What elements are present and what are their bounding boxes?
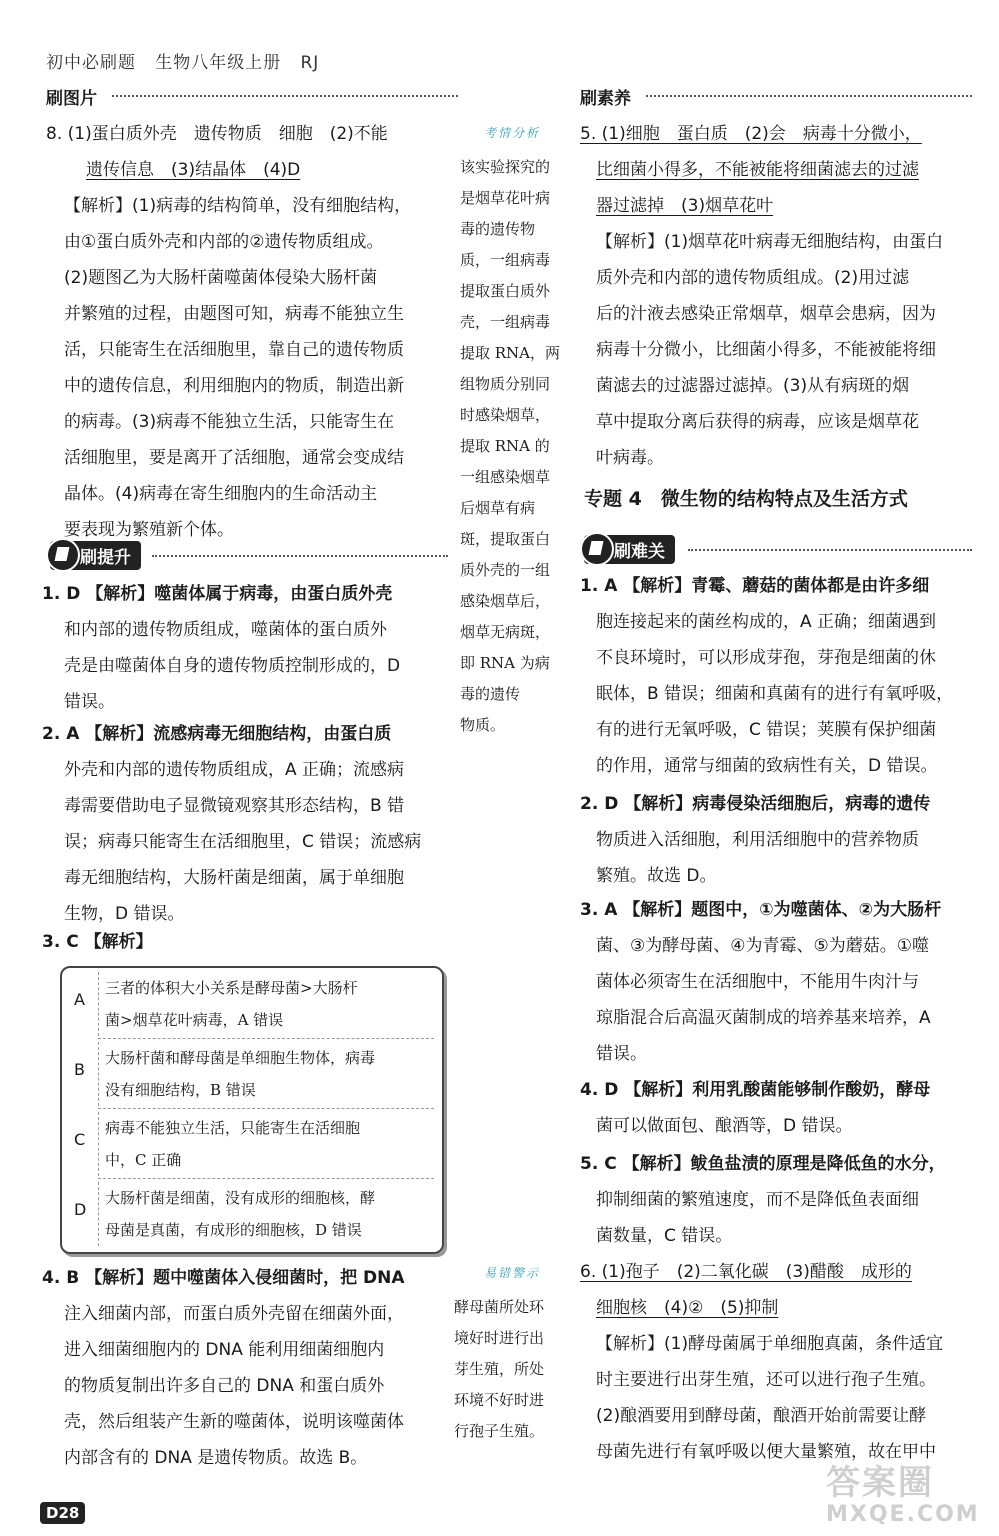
text-line: 注入细菌内部，而蛋白质外壳留在细菌外面，	[64, 1304, 404, 1324]
side-note-line: 质外壳的一组	[460, 561, 551, 579]
text-line: 由①蛋白质外壳和内部的②遗传物质组成。	[64, 232, 384, 252]
watermark-url: MXQE.COM	[826, 1502, 980, 1527]
text-line: 时主要进行出芽生殖，还可以进行孢子生殖。	[596, 1370, 936, 1390]
section-badge-label: 刷提升	[80, 548, 131, 568]
q8-explanation	[42, 188, 450, 548]
text-line: 繁殖。故选 D。	[596, 866, 717, 886]
text-line: 和内部的遗传物质组成，噬菌体的蛋白质外	[64, 620, 387, 640]
right-q6	[580, 1254, 972, 1470]
side-note-line: 行孢子生殖。	[454, 1422, 545, 1440]
side-note-line: 是烟草花叶病	[460, 189, 551, 207]
text-line: 3. A 【解析】题图中，①为噬菌体、②为大肠杆	[580, 900, 942, 920]
right-q5	[580, 116, 972, 476]
text-line: 晶体。(4)病毒在寄生细胞内的生命活动主	[64, 484, 378, 504]
text-line: 1. D 【解析】噬菌体属于病毒，由蛋白质外壳	[42, 584, 393, 604]
text-line: 毒无细胞结构，大肠杆菌是细菌，属于单细胞	[64, 868, 404, 888]
text-line: 生物，D 错误。	[64, 904, 185, 924]
text-line: 错误。	[596, 1044, 647, 1064]
text-line: 内部含有的 DNA 是遗传物质。故选 B。	[64, 1448, 368, 1468]
text-line: 并繁殖的过程，由题图可知，病毒不能独立生	[64, 304, 404, 324]
right-q5b	[580, 1146, 972, 1254]
side-note-line: 提取 RNA，两	[460, 344, 561, 362]
text-line: 眠体，B 错误；细菌和真菌有的进行有氧呼吸，	[596, 684, 954, 704]
section-badge-label: 刷难关	[614, 542, 665, 562]
table-cell-text: 母菌是真菌，有成形的细胞核，D 错误	[105, 1221, 362, 1239]
side-note-line: 毒的遗传	[460, 685, 521, 703]
text-line: 5. C 【解析】鲅鱼盐渍的原理是降低鱼的水分，	[580, 1154, 946, 1174]
text-line: 误；病毒只能寄生在活细胞里，C 错误；流感病	[64, 832, 422, 852]
side-note-line: 毒的遗传物	[460, 220, 536, 238]
text-line: 【解析】(1)烟草花叶病毒无细胞结构，由蛋白	[596, 232, 944, 252]
page-number: D28	[40, 1502, 85, 1524]
text-line: (2)酿酒要用到酵母菌，酿酒开始前需要让酵	[596, 1406, 927, 1426]
side-note-line: 酵母菌所处环	[454, 1298, 545, 1316]
watermark-text: 答案圈	[826, 1463, 934, 1503]
side-note-line: 芽生殖，所处	[454, 1360, 545, 1378]
right-q3	[580, 892, 972, 1072]
right-q2	[580, 786, 972, 894]
left-q1	[42, 576, 450, 720]
brush-icon	[46, 538, 80, 572]
text-line: 抑制细菌的繁殖速度，而不是降低鱼表面细	[596, 1190, 919, 1210]
q5-answer-line: 5. (1)细胞 蛋白质 (2)会 病毒十分微小，	[580, 124, 922, 144]
analysis-table	[60, 966, 444, 1254]
side-note-line: 质，一组病毒	[460, 251, 551, 269]
q5-answer-line: 器过滤掉 (3)烟草花叶	[596, 196, 774, 216]
text-line: 壳，然后组装产生新的噬菌体，说明该噬菌体	[64, 1412, 404, 1432]
table-cell-text: 大肠杆菌是细菌，没有成形的细胞核，酵	[105, 1189, 376, 1207]
side-note-tag: 易错警示	[484, 1266, 541, 1280]
table-row	[62, 968, 442, 1038]
side-note-line: 提取 RNA 的	[460, 437, 550, 455]
text-line: 菌、③为酵母菌、④为青霉、⑤为蘑菇。①噬	[596, 936, 929, 956]
text-line: 【解析】(1)酵母菌属于单细胞真菌，条件适宜	[596, 1334, 944, 1354]
brush-icon	[580, 532, 614, 566]
text-line: 2. D 【解析】病毒侵染活细胞后，病毒的遗传	[580, 794, 931, 814]
table-cell-text: 中，C 正确	[105, 1151, 182, 1169]
text-line: 胞连接起来的菌丝构成的，A 正确；细菌遇到	[596, 612, 937, 632]
side-note-line: 环境不好时进	[454, 1391, 545, 1409]
text-line: 进入细菌细胞内的 DNA 能利用细菌细胞内	[64, 1340, 385, 1360]
left-q3-head: 3. C 【解析】	[42, 932, 153, 952]
table-cell-text: 菌>烟草花叶病毒，A 错误	[105, 1011, 284, 1029]
text-line: 质外壳和内部的遗传物质组成。(2)用过滤	[596, 268, 910, 288]
text-line: 菌数量，C 错误。	[596, 1226, 733, 1246]
text-line: 4. B 【解析】题中噬菌体入侵细菌时，把 DNA	[42, 1268, 405, 1288]
q6-answer-line: 6. (1)孢子 (2)二氧化碳 (3)醋酸 成形的	[580, 1262, 912, 1282]
left-q8	[42, 116, 450, 548]
topic-heading: 专题 4 微生物的结构特点及生活方式	[584, 488, 908, 510]
section-divider	[152, 555, 448, 557]
text-line: 的作用，通常与细菌的致病性有关，D 错误。	[596, 756, 938, 776]
side-note-line: 壳，一组病毒	[460, 313, 551, 331]
text-line: 菌可以做面包、酿酒等，D 错误。	[596, 1116, 853, 1136]
text-line: 中的遗传信息，利用细胞内的物质，制造出新	[64, 376, 404, 396]
side-note-line: 时感染烟草，	[460, 406, 551, 424]
book-subject: 生物八年级上册	[155, 53, 282, 73]
option-letter: C	[74, 1130, 86, 1149]
text-line: (2)题图乙为大肠杆菌噬菌体侵染大肠杆菌	[64, 268, 378, 288]
text-line: 病毒十分微小，比细菌小得多，不能被能将细	[596, 340, 936, 360]
text-line: 后的汁液去感染正常烟草，烟草会患病，因为	[596, 304, 936, 324]
text-line: 母菌先进行有氧呼吸以便大量繁殖，故在甲中	[596, 1442, 936, 1462]
side-note-line: 一组感染烟草	[460, 468, 551, 486]
text-line: 【解析】(1)病毒的结构简单，没有细胞结构，	[64, 196, 412, 216]
book-edition: RJ	[300, 53, 320, 73]
right-q1	[580, 568, 972, 784]
section-badge-tisheng	[50, 541, 141, 570]
q8-answer-line2: 遗传信息 (3)结晶体 (4)D	[86, 160, 301, 180]
text-line: 外壳和内部的遗传物质组成，A 正确；流感病	[64, 760, 405, 780]
q5-answer-line: 比细菌小得多，不能被能将细菌滤去的过滤	[596, 160, 919, 180]
text-line: 要表现为繁殖新个体。	[64, 520, 234, 540]
text-line: 叶病毒。	[596, 448, 664, 468]
section-badge-nanguan	[584, 535, 675, 564]
option-letter: A	[74, 990, 85, 1009]
text-line: 的病毒。(3)病毒不能独立生活，只能寄生在	[64, 412, 395, 432]
text-line: 活，只能寄生在活细胞里，靠自己的遗传物质	[64, 340, 404, 360]
side-note-line: 提取蛋白质外	[460, 282, 551, 300]
text-line: 1. A 【解析】青霉、蘑菇的菌体都是由许多细	[580, 576, 930, 596]
side-note-analysis	[460, 152, 570, 741]
section-divider	[112, 95, 458, 97]
section-label-suyang: 刷素养	[580, 89, 631, 109]
section-divider	[688, 549, 972, 551]
text-line: 草中提取分离后获得的病毒，应该是烟草花	[596, 412, 919, 432]
left-q4	[42, 1260, 450, 1476]
q6-answer-line: 细胞核 (4)② (5)抑制	[596, 1298, 779, 1318]
text-line: 琼脂混合后高温灭菌制成的培养基来培养，A	[596, 1008, 931, 1028]
side-note-line: 感染烟草后，	[460, 592, 551, 610]
option-letter: B	[74, 1060, 85, 1079]
section-divider	[646, 95, 972, 97]
side-note-line: 斑，提取蛋白	[460, 530, 551, 548]
text-line: 活细胞里，要是离开了活细胞，通常会变成结	[64, 448, 404, 468]
table-cell-text: 没有细胞结构，B 错误	[105, 1081, 256, 1099]
side-note-line: 物质。	[460, 716, 506, 734]
text-line: 毒需要借助电子显微镜观察其形态结构，B 错	[64, 796, 405, 816]
text-line: 的物质复制出许多自己的 DNA 和蛋白质外	[64, 1376, 385, 1396]
table-row	[62, 1038, 442, 1108]
side-note-line: 组物质分别同	[460, 375, 551, 393]
book-title: 初中必刷题	[46, 53, 136, 73]
text-line: 壳是由噬菌体自身的遗传物质控制形成的，D	[64, 656, 401, 676]
table-cell-text: 病毒不能独立生活，只能寄生在活细胞	[105, 1119, 361, 1137]
side-note-warning	[454, 1292, 572, 1447]
left-q2	[42, 716, 450, 932]
text-line: 错误。	[64, 692, 115, 712]
side-note-line: 该实验探究的	[460, 158, 551, 176]
side-note-line: 烟草无病斑，	[460, 623, 551, 641]
right-q4	[580, 1072, 972, 1144]
side-note-line: 后烟草有病	[460, 499, 536, 517]
text-line: 有的进行无氧呼吸，C 错误；荚膜有保护细菌	[596, 720, 937, 740]
table-cell-text: 三者的体积大小关系是酵母菌>大肠杆	[105, 979, 358, 997]
text-line: 2. A 【解析】流感病毒无细胞结构，由蛋白质	[42, 724, 392, 744]
side-note-line: 境好时进行出	[454, 1329, 545, 1347]
table-cell-text: 大肠杆菌和酵母菌是单细胞生物体，病毒	[105, 1049, 376, 1067]
text-line: 菌体必须寄生在活细胞中，不能用牛肉汁与	[596, 972, 919, 992]
text-line: 菌滤去的过滤器过滤掉。(3)从有病斑的烟	[596, 376, 910, 396]
side-note-tag: 考情分析	[484, 126, 541, 140]
option-letter: D	[74, 1200, 87, 1219]
text-line: 不良环境时，可以形成芽孢，芽孢是细菌的休	[596, 648, 936, 668]
text-line: 物质进入活细胞，利用活细胞中的营养物质	[596, 830, 919, 850]
text-line: 4. D 【解析】利用乳酸菌能够制作酸奶，酵母	[580, 1080, 931, 1100]
table-row	[62, 1108, 442, 1178]
section-label-tupian: 刷图片	[46, 89, 97, 109]
watermark-logo	[826, 1464, 980, 1528]
q8-answer-line1: 8. (1)蛋白质外壳 遗传物质 细胞 (2)不能	[46, 124, 388, 144]
side-note-line: 即 RNA 为病	[460, 654, 550, 672]
book-header	[46, 48, 319, 73]
table-row	[62, 1178, 442, 1250]
